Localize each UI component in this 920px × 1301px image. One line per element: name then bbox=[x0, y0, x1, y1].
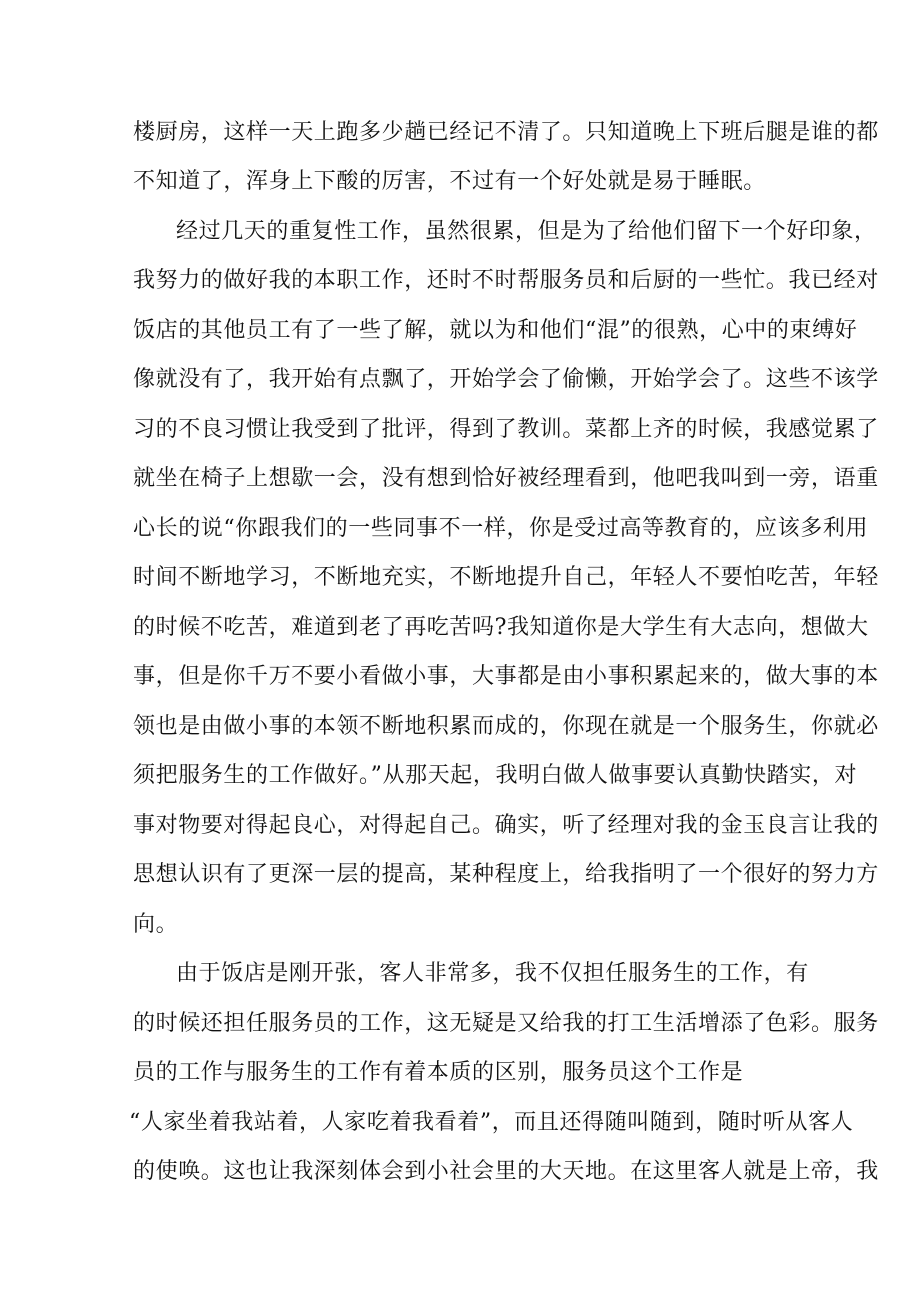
text-line: 饭店的其他员工有了一些了解，就以为和他们“混”的很熟，心中的束缚好 bbox=[133, 318, 858, 343]
text-line: 的时候不吃苦，难道到老了再吃苦吗?我知道你是大学生有大志向，想做大 bbox=[133, 615, 869, 640]
text-line: 楼厨房，这样一天上跑多少趟已经记不清了。只知道晚上下班后腿是谁的都 bbox=[133, 120, 879, 145]
text-line: 事对物要对得起良心，对得起自己。确实，听了经理对我的金玉良言让我的 bbox=[133, 813, 879, 838]
text-line: 不知道了，浑身上下酸的厉害，不过有一个好处就是易于睡眠。 bbox=[133, 169, 766, 194]
text-line: 事，但是你千万不要小看做小事，大事都是由小事积累起来的，做大事的本 bbox=[133, 664, 879, 689]
text-line: 我努力的做好我的本职工作，还时不时帮服务员和后厨的一些忙。我已经对 bbox=[133, 268, 879, 293]
text-line: 像就没有了，我开始有点飘了，开始学会了偷懒，开始学会了。这些不该学 bbox=[133, 367, 879, 392]
text-line: 领也是由做小事的本领不断地积累而成的，你现在就是一个服务生，你就必 bbox=[133, 714, 879, 739]
text-line: 经过几天的重复性工作，虽然很累，但是为了给他们留下一个好印象， bbox=[176, 219, 877, 244]
text-line: 员的工作与服务生的工作有着本质的区别，服务员这个工作是 bbox=[133, 1060, 744, 1085]
text-line: 思想认识有了更深一层的提高，某种程度上，给我指明了一个很好的努力方 bbox=[133, 862, 879, 887]
text-line: 心长的说“你跟我们的一些同事不一样，你是受过高等教育的，应该多利用 bbox=[133, 516, 869, 541]
text-line: 的时候还担任服务员的工作，这无疑是又给我的打工生活增添了色彩。服务 bbox=[133, 1011, 879, 1036]
text-line: 的使唤。这也让我深刻体会到小社会里的大天地。在这里客人就是上帝，我 bbox=[133, 1159, 879, 1184]
text-line: “人家坐着我站着，人家吃着我看着”，而且还得随叫随到，随时听从客人 bbox=[129, 1110, 854, 1135]
text-line: 就坐在椅子上想歇一会，没有想到恰好被经理看到，他吧我叫到一旁，语重 bbox=[133, 466, 879, 491]
text-line: 时间不断地学习，不断地充实，不断地提升自己，年轻人不要怕吃苦，年轻 bbox=[133, 565, 879, 590]
text-line: 习的不良习惯让我受到了批评，得到了教训。菜都上齐的时候，我感觉累了 bbox=[133, 417, 879, 442]
text-line: 由于饭店是刚开张，客人非常多，我不仅担任服务生的工作，有 bbox=[176, 961, 809, 986]
text-line: 须把服务生的工作做好。”从那天起，我明白做人做事要认真勤快踏实，对 bbox=[133, 763, 858, 788]
text-line: 向。 bbox=[133, 912, 179, 937]
